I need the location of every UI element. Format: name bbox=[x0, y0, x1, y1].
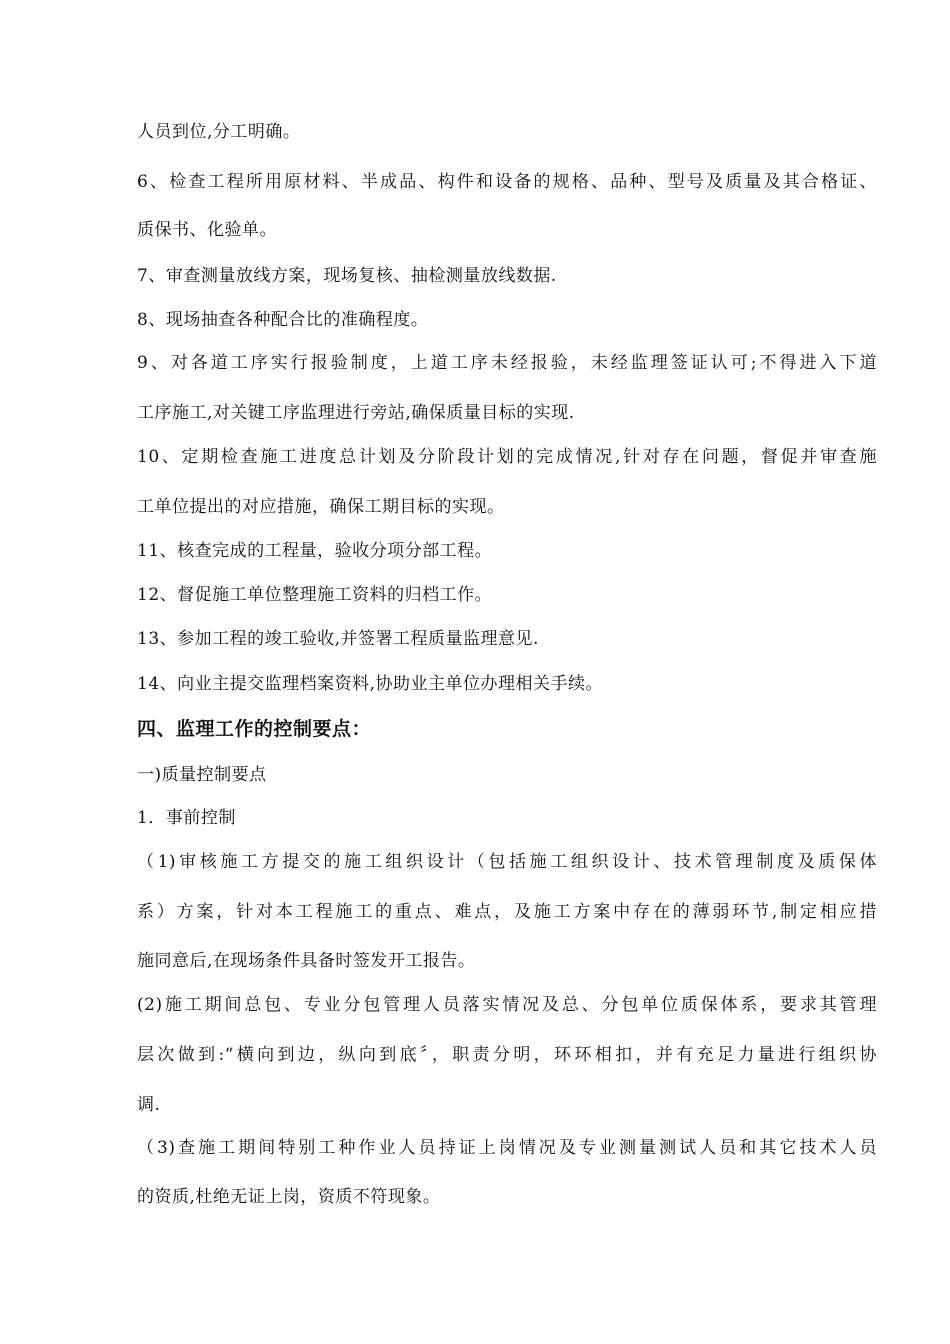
text-line: 13、参加工程的竣工验收,并签署工程质量监理意见. bbox=[137, 629, 539, 649]
text-line: 的资质,杜绝无证上岗，资质不符现象。 bbox=[137, 1187, 441, 1207]
text-line: 工序施工,对关键工序监理进行旁站,确保质量目标的实现. bbox=[137, 403, 575, 423]
text-line: （3)查施工期间特别工种作业人员持证上岗情况及专业测量测试人员和其它技术人员 bbox=[137, 1138, 877, 1158]
text-line: 9、对各道工序实行报验制度，上道工序未经报验，未经监理签证认可;不得进入下道 bbox=[137, 353, 877, 373]
text-line: 8、现场抽查各种配合比的准确程度。 bbox=[137, 310, 429, 330]
text-line: 14、向业主提交监理档案资料,协助业主单位办理相关手续。 bbox=[137, 674, 604, 694]
text-line: （1)审核施工方提交的施工组织设计（包括施工组织设计、技术管理制度及质保体 bbox=[137, 852, 877, 872]
text-line: 层次做到:“横向到边，纵向到底〞，职责分明，环环相扣，并有充足力量进行组织协 bbox=[137, 1045, 877, 1065]
text-line: 11、核查完成的工程量，验收分项分部工程。 bbox=[137, 541, 493, 561]
text-line: 质保书、化验单。 bbox=[137, 220, 277, 240]
subsection-title: 一)质量控制要点 bbox=[137, 765, 267, 785]
text-line: 7、审查测量放线方案，现场复核、抽检测量放线数据. bbox=[137, 266, 557, 286]
text-line: 6、检查工程所用原材料、半成品、构件和设备的规格、品种、型号及质量及其合格证、 bbox=[137, 172, 877, 192]
text-line: (2)施工期间总包、专业分包管理人员落实情况及总、分包单位质保体系，要求其管理 bbox=[137, 995, 877, 1015]
text-line: 施同意后,在现场条件具备时签发开工报告。 bbox=[137, 951, 476, 971]
text-line: 人员到位,分工明确。 bbox=[137, 122, 301, 142]
text-line: 12、督促施工单位整理施工资料的归档工作。 bbox=[137, 585, 493, 605]
subsection-title: 1．事前控制 bbox=[137, 808, 236, 828]
text-line: 工单位提出的对应措施，确保工期目标的实现。 bbox=[137, 497, 505, 517]
text-line: 调. bbox=[137, 1095, 161, 1115]
section-heading: 四、监理工作的控制要点： bbox=[137, 718, 372, 740]
text-line: 系）方案，针对本工程施工的重点、难点，及施工方案中存在的薄弱环节,制定相应措 bbox=[137, 902, 877, 922]
text-line: 10、定期检查施工进度总计划及分阶段计划的完成情况,针对存在问题，督促并审查施 bbox=[137, 447, 877, 467]
